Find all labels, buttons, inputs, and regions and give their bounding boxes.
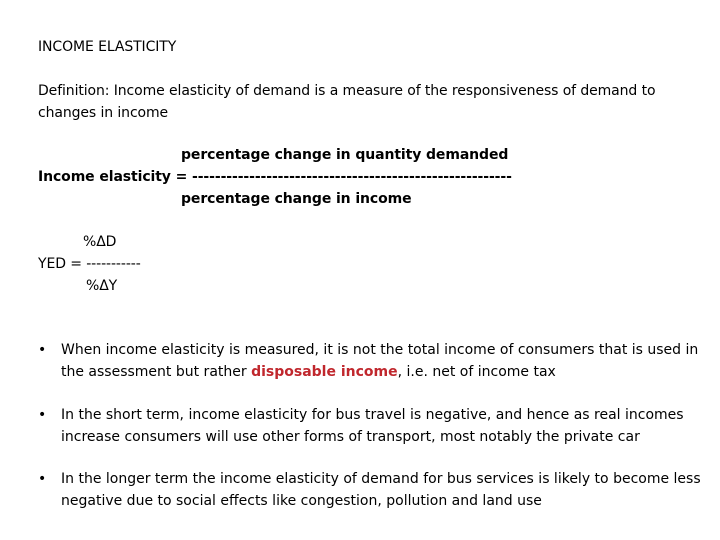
yed-lhs: YED = bbox=[38, 256, 87, 272]
page-title: INCOME ELASTICITY bbox=[38, 39, 177, 55]
bullet-marker-3: • bbox=[38, 471, 47, 487]
formula-lhs: Income elasticity = bbox=[38, 169, 193, 185]
definition-line-1: Definition: Income elasticity of demand is a measure of the responsiveness of demand to bbox=[38, 83, 656, 99]
yed-row bbox=[38, 255, 141, 273]
yed-numerator: %ΔD bbox=[83, 234, 117, 250]
bullet-text-3: In the longer term the income elasticity of demand for bus services is likely to become less negative due to social effects like congestion, pollution and land use bbox=[61, 471, 701, 509]
yed-dashes: ----------- bbox=[86, 256, 141, 272]
bullet-text-1 bbox=[61, 339, 711, 383]
bullet-1-text-before: When income elasticity is measured, it is not the total income of consumers that is used in the assessment but rather bbox=[61, 342, 699, 380]
definition-line-2: changes in income bbox=[38, 105, 169, 121]
bullet-text-2: In the short term, income elasticity for bus travel is negative, and hence as real incomes increase consumers will use other forms of transport, most notably the private car bbox=[61, 407, 684, 445]
formula-row bbox=[38, 168, 512, 186]
bullet-1-text-after: , i.e. net of income tax bbox=[397, 364, 556, 380]
formula-denominator: percentage change in income bbox=[181, 191, 412, 207]
bullet-marker-2: • bbox=[38, 407, 47, 423]
formula-dashes: -------------------------------------------------------- bbox=[192, 169, 512, 185]
bullet-marker-1: • bbox=[38, 342, 47, 358]
yed-denominator: %ΔY bbox=[86, 278, 118, 294]
disposable-income-highlight: disposable income bbox=[251, 364, 398, 380]
formula-numerator: percentage change in quantity demanded bbox=[181, 147, 509, 163]
